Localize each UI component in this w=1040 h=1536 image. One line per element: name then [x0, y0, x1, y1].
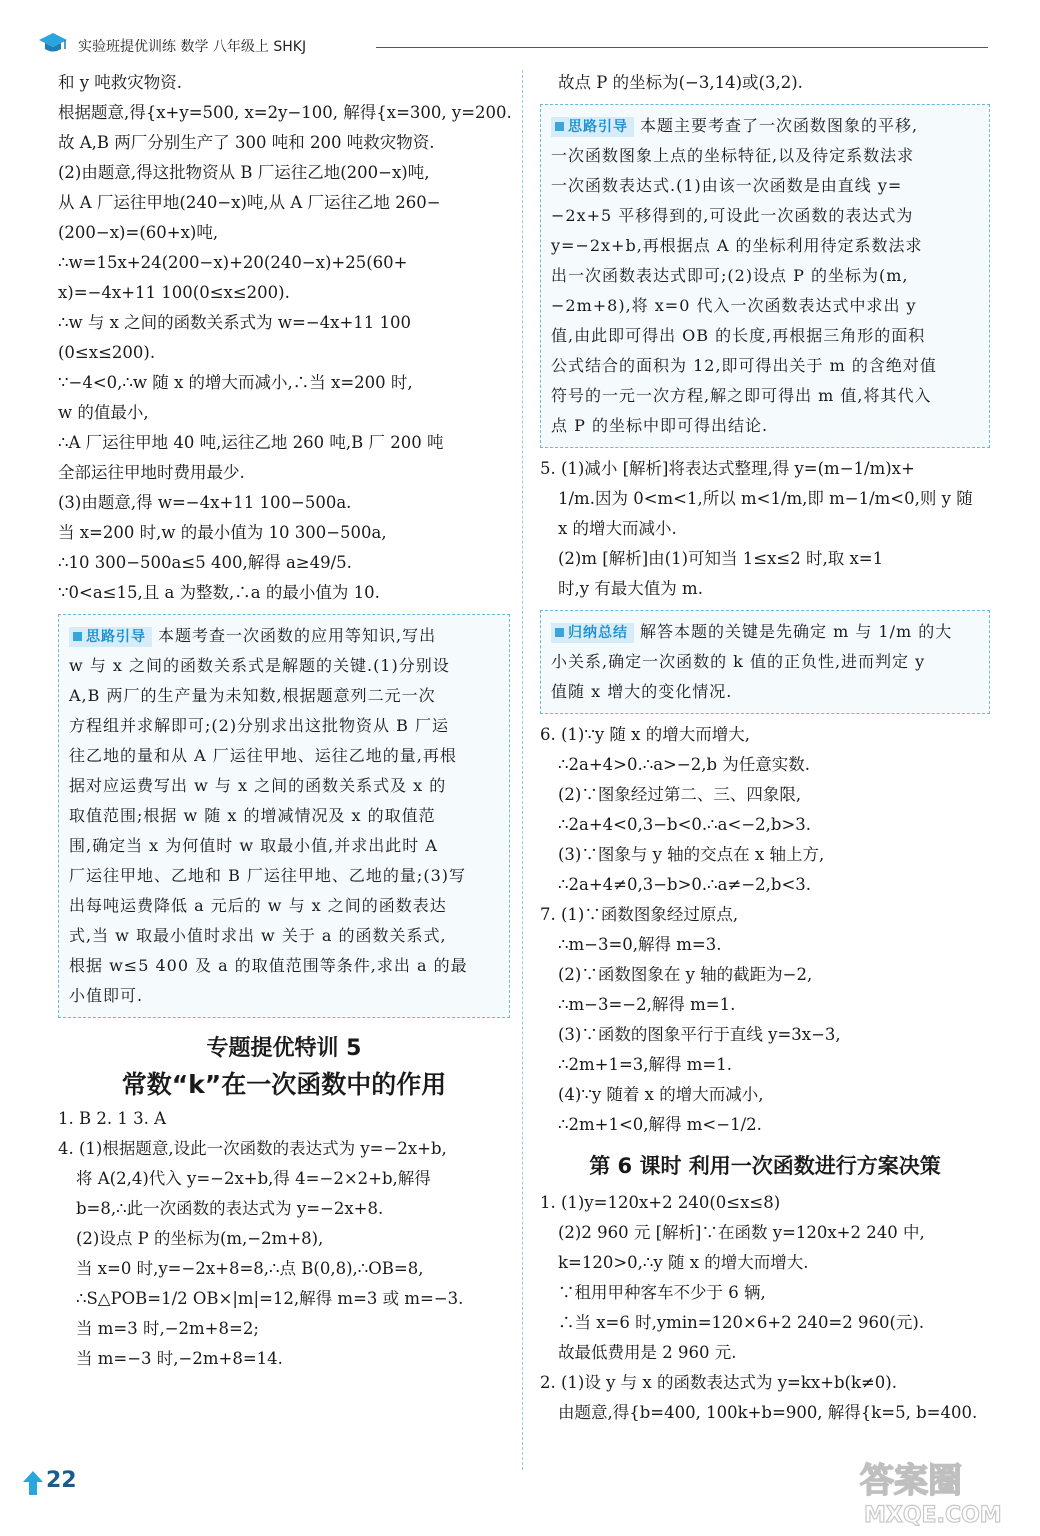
answer-line: ∴当 x=6 时,ymin=120×6+2 240=2 960(元). — [558, 1313, 925, 1332]
answer-line: 当 x=0 时,y=−2x+8=8,∴点 B(0,8),∴OB=8, — [76, 1259, 424, 1278]
summary-box — [540, 610, 990, 714]
answer-line: (3)∵函数的图象平行于直线 y=3x−3, — [558, 1025, 841, 1044]
page-number-text: 22 — [46, 1468, 77, 1493]
hint-line: 出一次函数表达式即可;(2)设点 P 的坐标为(m, — [551, 266, 909, 285]
answer-line: ∴2a+4≠0,3−b>0.∴a≠−2,b<3. — [558, 875, 812, 894]
hint-box-title: 思路引导 — [551, 117, 634, 137]
hint-line: w 与 x 之间的函数关系式是解题的关键.(1)分别设 — [69, 656, 450, 675]
answer-line: ∵租用甲种客车不少于 6 辆, — [558, 1283, 766, 1302]
text-line: (0≤x≤200). — [58, 343, 156, 362]
answer-line: ∴m−3=0,解得 m=3. — [558, 935, 722, 954]
answer-line: 1. (1)y=120x+2 240(0≤x≤8) — [540, 1193, 781, 1212]
hint-line: 厂运往甲地、乙地和 B 厂运往甲地、乙地的量;(3)写 — [69, 866, 466, 885]
hint-line: 一次函数图象上点的坐标特征,以及待定系数法求 — [551, 146, 915, 165]
answer-line: 当 m=3 时,−2m+8=2; — [76, 1319, 259, 1338]
hint-line: 出每吨运费降低 a 元后的 w 与 x 之间的函数表达 — [69, 896, 447, 915]
text-line: ∴w 与 x 之间的函数关系式为 w=−4x+11 100 — [58, 313, 412, 332]
text-line: 故 A,B 两厂分别生产了 300 吨和 200 吨救灾物资. — [58, 133, 435, 152]
square-bullet-icon — [555, 628, 564, 637]
summary-line: 解答本题的关键是先确定 m 与 1/m 的大 — [640, 622, 953, 641]
hint-line: 根据 w≤5 400 及 a 的取值范围等条件,求出 a 的最 — [69, 956, 468, 975]
hint-box — [540, 104, 990, 448]
answer-line: 2. (1)设 y 与 x 的函数表达式为 y=kx+b(k≠0). — [540, 1373, 897, 1392]
header-title: 实验班提优训练 数学 八年级上 SHKJ — [78, 39, 307, 55]
text-line: ∴A 厂运往甲地 40 吨,运往乙地 260 吨,B 厂 200 吨 — [58, 433, 444, 452]
text-line: 从 A 厂运往甲地(240−x)吨,从 A 厂运往乙地 260− — [58, 193, 441, 212]
hint-line: 本题主要考查了一次函数图象的平移, — [640, 116, 919, 135]
text-line: w 的值最小, — [58, 403, 149, 422]
text-line: 全部运往甲地时费用最少. — [58, 463, 245, 482]
hint-line: 据对应运费写出 w 与 x 之间的函数关系式及 x 的 — [69, 776, 447, 795]
answer-line: k=120>0,∴y 随 x 的增大而增大. — [558, 1253, 809, 1272]
hint-line: 往乙地的量和从 A 厂运往甲地、运往乙地的量,再根 — [69, 746, 457, 765]
answer-line: ∴m−3=−2,解得 m=1. — [558, 995, 736, 1014]
answer-line: 1/m.因为 0<m<1,所以 m<1/m,即 m−1/m<0,则 y 随 — [558, 489, 973, 508]
answer-line: (3)∵图象与 y 轴的交点在 x 轴上方, — [558, 845, 825, 864]
svg-text:答案圈: 答案圈 — [860, 1461, 962, 1501]
right-column — [540, 68, 990, 1428]
header-rule — [376, 47, 988, 48]
page-header — [38, 34, 988, 58]
hint-line: 点 P 的坐标中即可得出结论. — [551, 416, 769, 435]
answer-line: x 的增大而减小. — [558, 519, 677, 538]
answer-line: b=8,∴此一次函数的表达式为 y=−2x+8. — [76, 1199, 384, 1218]
hint-line: A,B 两厂的生产量为未知数,根据题意列二元一次 — [69, 686, 436, 705]
square-bullet-icon — [555, 122, 564, 131]
hint-line: 方程组并求解即可;(2)分别求出这批物资从 B 厂运 — [69, 716, 449, 735]
text-line: 故点 P 的坐标为(−3,14)或(3,2). — [558, 73, 803, 92]
watermark-logo — [850, 1450, 1030, 1530]
text-line: 和 y 吨救灾物资. — [58, 73, 183, 92]
answer-line: 4. (1)根据题意,设此一次函数的表达式为 y=−2x+b, — [58, 1139, 447, 1158]
text-line: 当 x=200 时,w 的最小值为 10 300−500a, — [58, 523, 387, 542]
answer-line: ∴S△POB=1/2 OB×|m|=12,解得 m=3 或 m=−3. — [76, 1289, 464, 1308]
column-divider — [522, 70, 523, 1470]
answer-line: 时,y 有最大值为 m. — [558, 579, 703, 598]
hint-line: 值,由此即可得出 OB 的长度,再根据三角形的面积 — [551, 326, 926, 345]
text-line: ∴10 300−500a≤5 400,解得 a≥49/5. — [58, 553, 352, 572]
hint-line: y=−2x+b,再根据点 A 的坐标利用待定系数法求 — [551, 236, 923, 255]
hint-box-title: 思路引导 — [69, 627, 152, 647]
summary-line: 值随 x 增大的变化情况. — [551, 682, 733, 701]
summary-box-title: 归纳总结 — [551, 623, 634, 643]
answer-line: 将 A(2,4)代入 y=−2x+b,得 4=−2×2+b,解得 — [76, 1169, 431, 1188]
hint-line: −2x+5 平移得到的,可设此一次函数的表达式为 — [551, 206, 914, 225]
hint-line: 小值即可. — [69, 986, 144, 1005]
answer-line: ∴2a+4<0,3−b<0.∴a<−2,b>3. — [558, 815, 812, 834]
text-line: (200−x)=(60+x)吨, — [58, 223, 219, 242]
up-arrow-icon — [22, 1470, 44, 1496]
answer-line: (2)设点 P 的坐标为(m,−2m+8), — [76, 1229, 324, 1248]
hint-line: 取值范围;根据 w 随 x 的增减情况及 x 的取值范 — [69, 806, 436, 825]
text-line: (3)由题意,得 w=−4x+11 100−500a. — [58, 493, 352, 512]
hint-line: 式,当 w 取最小值时求出 w 关于 a 的函数关系式, — [69, 926, 447, 945]
svg-text:MXQE.COM: MXQE.COM — [864, 1503, 1002, 1528]
topic-heading-line2: 常数“k”在一次函数中的作用 — [121, 1070, 447, 1099]
text-line: ∵0<a≤15,且 a 为整数,∴a 的最小值为 10. — [58, 583, 380, 602]
hint-line: 围,确定当 x 为何值时 w 取最小值,并求出此时 A — [69, 836, 438, 855]
text-line: ∴w=15x+24(200−x)+20(240−x)+25(60+ — [58, 253, 408, 272]
hint-line: 本题考查一次函数的应用等知识,写出 — [158, 626, 437, 645]
answer-line: (2)m [解析]由(1)可知当 1≤x≤2 时,取 x=1 — [558, 549, 884, 568]
answer-line: (2)∵函数图象在 y 轴的截距为−2, — [558, 965, 813, 984]
page-number — [22, 1466, 86, 1500]
square-bullet-icon — [73, 632, 82, 641]
hint-line: 符号的一元一次方程,解之即可得出 m 值,将其代入 — [551, 386, 932, 405]
topic-heading-line1: 专题提优特训 5 — [206, 1036, 362, 1061]
text-line: ∵−4<0,∴w 随 x 的增大而减小,∴当 x=200 时, — [58, 373, 413, 392]
answer-line: 1. B 2. 1 3. A — [58, 1109, 166, 1128]
text-line: (2)由题意,得这批物资从 B 厂运往乙地(200−x)吨, — [58, 163, 430, 182]
left-column — [58, 68, 510, 1374]
hint-box — [58, 614, 510, 1018]
topic-heading — [58, 1032, 510, 1104]
answer-line: 5. (1)减小 [解析]将表达式整理,得 y=(m−1/m)x+ — [540, 459, 915, 478]
text-line: 根据题意,得{x+y=500, x=2y−100, 解得{x=300, y=200. — [58, 103, 512, 122]
hint-line: 一次函数表达式.(1)由该一次函数是由直线 y= — [551, 176, 903, 195]
answer-line: 6. (1)∵y 随 x 的增大而增大, — [540, 725, 750, 744]
hint-line: −2m+8),将 x=0 代入一次函数表达式中求出 y — [551, 296, 917, 315]
answer-line: ∴2m+1<0,解得 m<−1/2. — [558, 1115, 762, 1134]
answer-line: ∴2a+4>0.∴a>−2,b 为任意实数. — [558, 755, 811, 774]
answer-line: (2)2 960 元 [解析]∵在函数 y=120x+2 240 中, — [558, 1223, 925, 1242]
text-line: x)=−4x+11 100(0≤x≤200). — [58, 283, 290, 302]
summary-line: 小关系,确定一次函数的 k 值的正负性,进而判定 y — [551, 652, 926, 671]
lesson-heading: 第 6 课时 利用一次函数进行方案决策 — [589, 1154, 941, 1178]
answer-line: 当 m=−3 时,−2m+8=14. — [76, 1349, 283, 1368]
answer-line: (4)∵y 随着 x 的增大而减小, — [558, 1085, 764, 1104]
answer-line: 由题意,得{b=400, 100k+b=900, 解得{k=5, b=400. — [558, 1403, 978, 1422]
hint-line: 公式结合的面积为 12,即可得出关于 m 的含绝对值 — [551, 356, 937, 375]
answer-line: ∴2m+1=3,解得 m=1. — [558, 1055, 732, 1074]
answer-line: 故最低费用是 2 960 元. — [558, 1343, 737, 1362]
answer-line: 7. (1)∵函数图象经过原点, — [540, 905, 739, 924]
answer-line: (2)∵图象经过第二、三、四象限, — [558, 785, 802, 804]
graduation-cap-logo-icon — [38, 30, 68, 56]
